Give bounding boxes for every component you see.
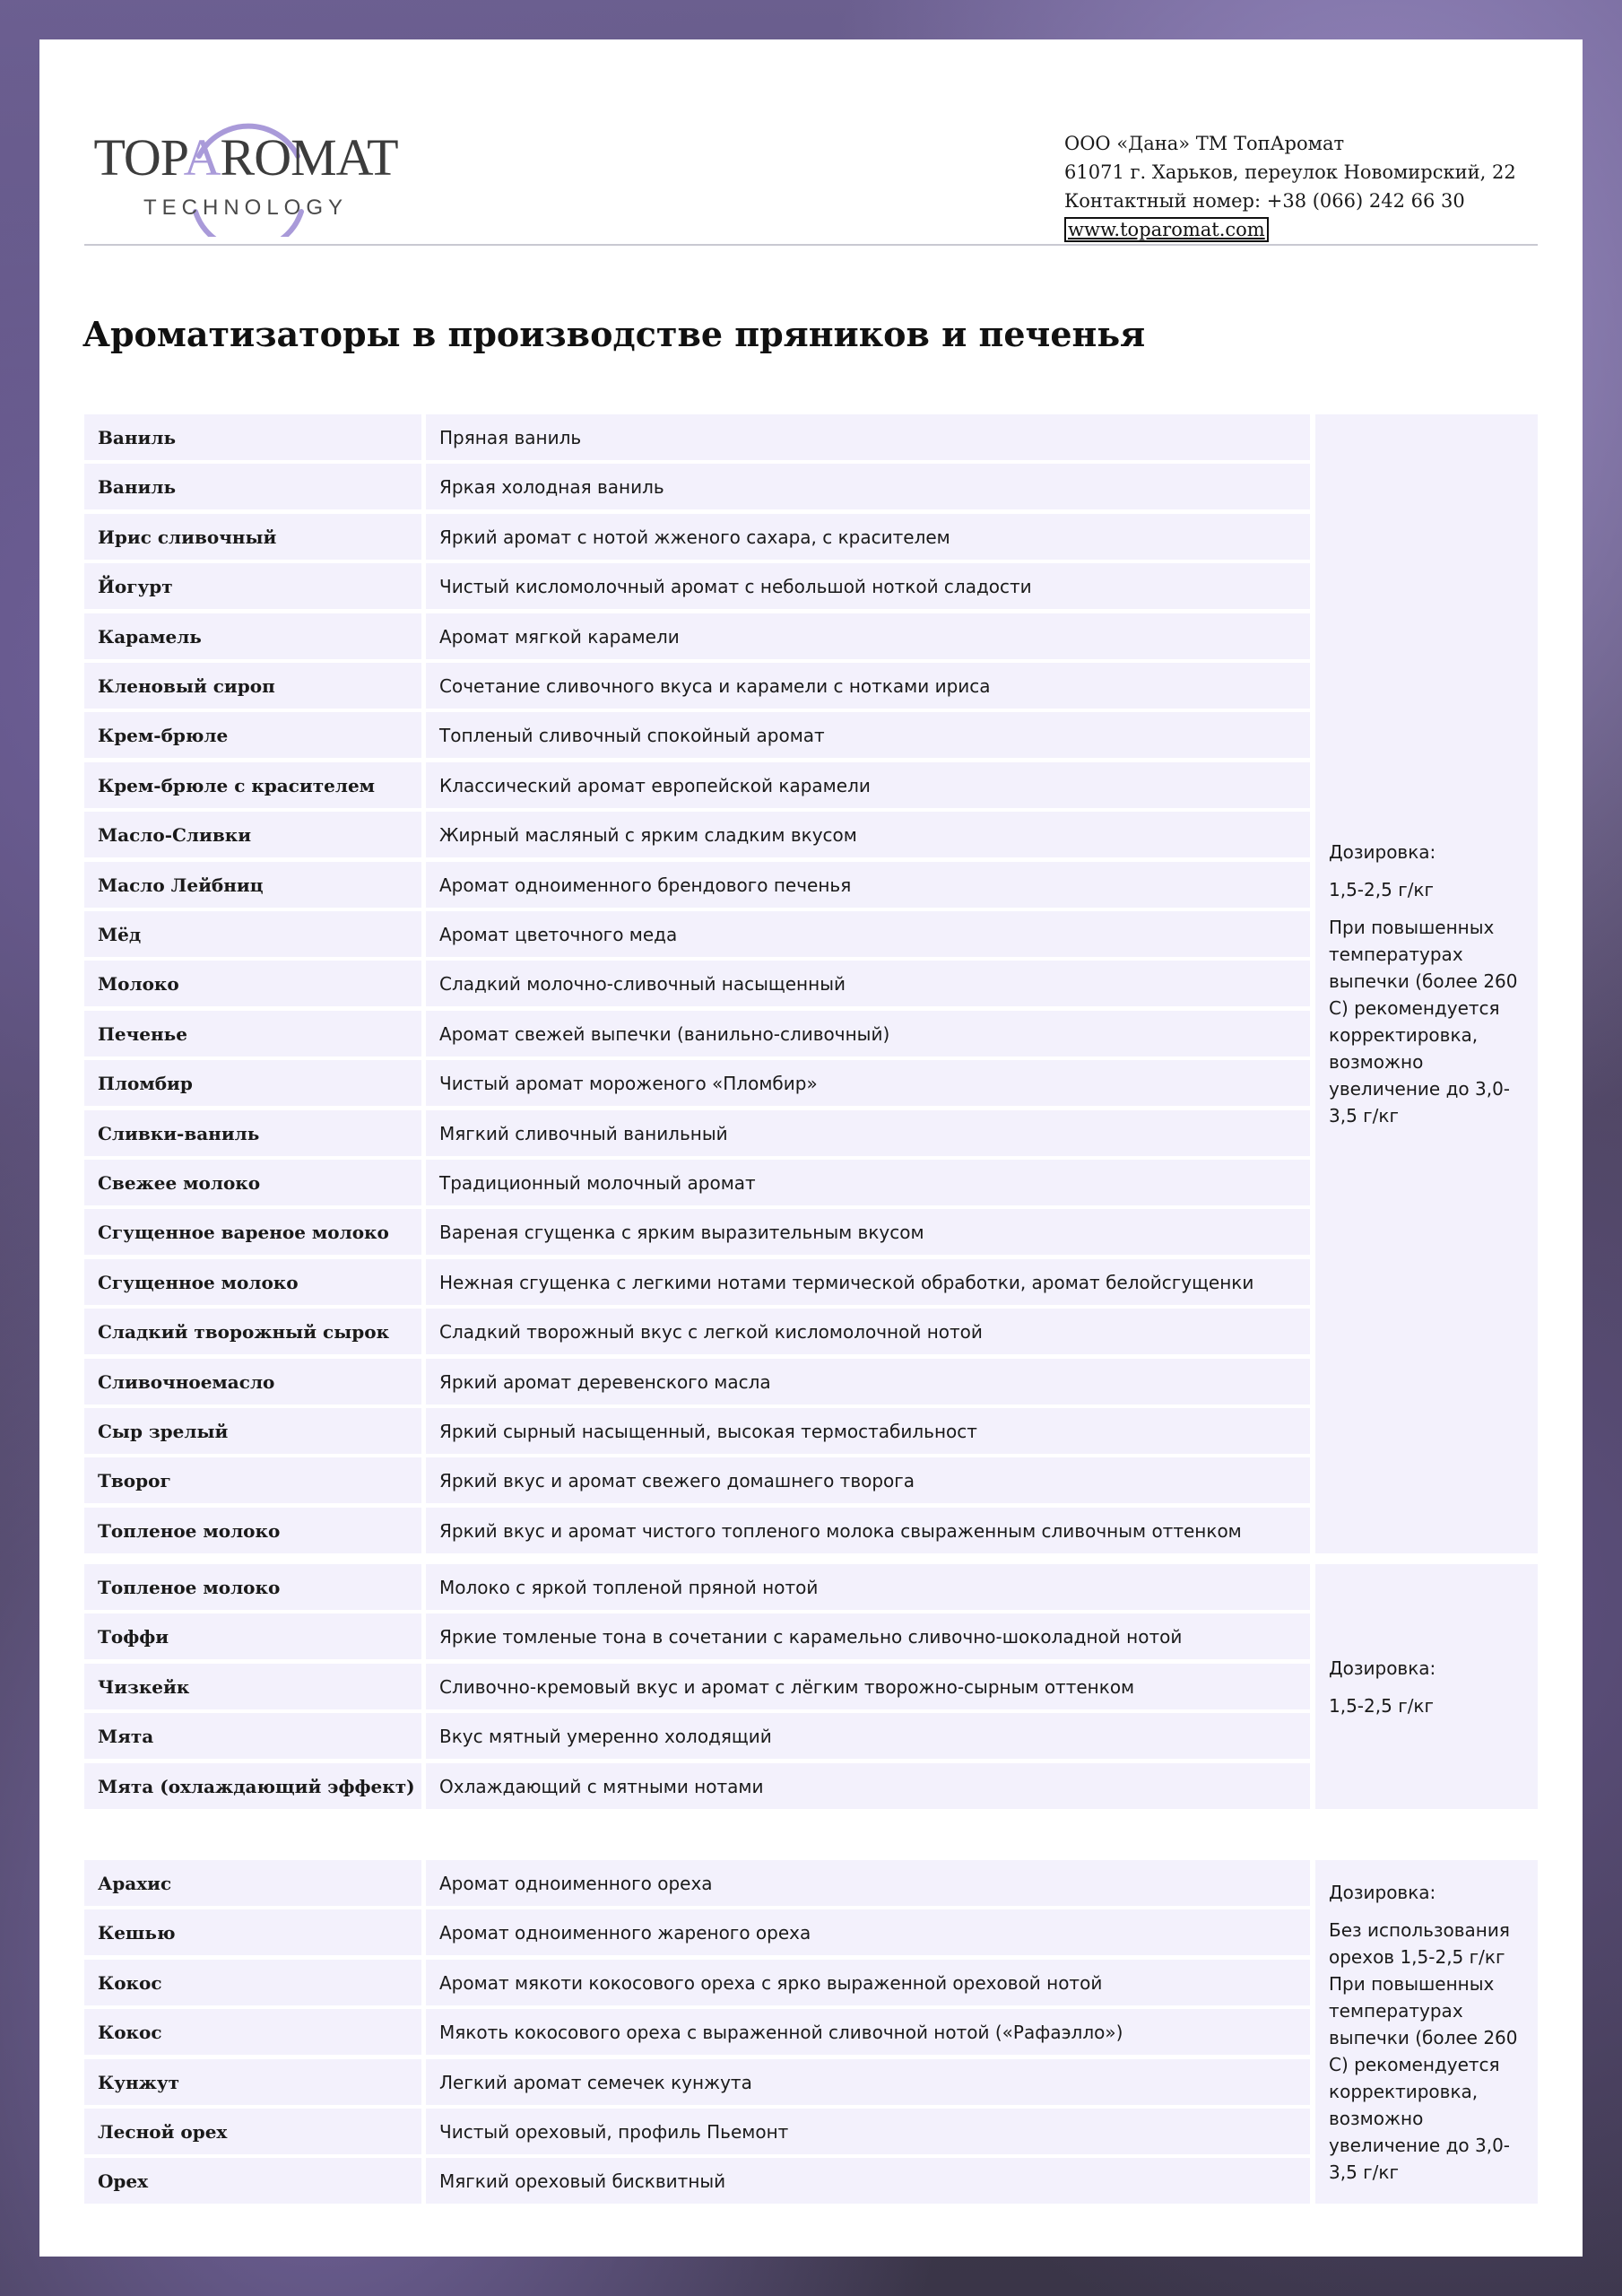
flavor-description: Аромат одноименного жареного ореха	[426, 1909, 1310, 1955]
flavor-name: Кунжут	[84, 2059, 421, 2105]
dosage-text: Дозировка:	[1329, 841, 1436, 863]
flavor-name: Творог	[84, 1457, 421, 1503]
page-title: Ароматизаторы в производстве пряников и печенья	[82, 314, 1146, 354]
flavor-description: Яркая холодная ваниль	[426, 464, 1310, 509]
flavor-description: Аромат цветочного меда	[426, 911, 1310, 957]
dosage-cell	[1315, 1564, 1538, 1809]
flavor-description: Сочетание сливочного вкуса и карамели с нотками ириса	[426, 663, 1310, 709]
logo-subtitle: TECHNOLOGY	[143, 196, 349, 220]
flavor-description: Сливочно-кремовый вкус и аромат с лёгким творожно-сырным оттенком	[426, 1664, 1310, 1709]
flavor-name: Кешью	[84, 1909, 421, 1955]
flavor-description: Вареная сгущенка с ярким выразительным вкусом	[426, 1209, 1310, 1255]
company-phone: Контактный номер: +38 (066) 242 66 30	[1064, 190, 1465, 212]
flavor-name: Сыр зрелый	[84, 1408, 421, 1454]
flavor-description: Яркий вкус и аромат чистого топленого молока свыраженным сливочным оттенком	[426, 1508, 1310, 1553]
flavor-name: Кокос	[84, 1960, 421, 2005]
dosage-text: При повышенных температурах выпечки (более 260 С) рекомендуется корректировка, возможно увеличение до 3,0-3,5 г/кг	[1329, 917, 1518, 1126]
flavor-description: Сладкий молочно-сливочный насыщенный	[426, 961, 1310, 1006]
flavor-description: Аромат мягкой карамели	[426, 613, 1310, 659]
flavor-name: Сгущенное молоко	[84, 1259, 421, 1305]
logo-wordmark: TOPAROMAT	[93, 128, 398, 187]
document-page	[39, 39, 1583, 2257]
flavor-description: Аромат мякоти кокосового ореха с ярко выраженной ореховой нотой	[426, 1960, 1310, 2005]
flavor-name: Пломбир	[84, 1060, 421, 1106]
flavor-description: Аромат одноименного брендового печенья	[426, 862, 1310, 908]
flavor-name: Арахис	[84, 1860, 421, 1906]
flavor-description: Чистый ореховый, профиль Пьемонт	[426, 2109, 1310, 2154]
flavor-name: Крем-брюле с красителем	[84, 762, 421, 808]
flavor-table-3	[84, 1860, 1538, 2204]
flavor-description: Яркий аромат деревенского масла	[426, 1359, 1310, 1405]
flavor-table-1	[84, 414, 1538, 1553]
flavor-name: Орех	[84, 2158, 421, 2204]
flavor-description: Пряная ваниль	[426, 414, 1310, 460]
flavor-description: Аромат свежей выпечки (ванильно-сливочный)	[426, 1011, 1310, 1057]
flavor-description: Чистый аромат мороженого «Пломбир»	[426, 1060, 1310, 1106]
flavor-description: Традиционный молочный аромат	[426, 1160, 1310, 1205]
flavor-description: Нежная сгущенка с легкими нотами термической обработки, аромат белойсгущенки	[426, 1259, 1310, 1305]
flavor-name: Лесной орех	[84, 2109, 421, 2154]
flavor-description: Жирный масляный с ярким сладким вкусом	[426, 812, 1310, 857]
flavor-name: Кокос	[84, 2009, 421, 2055]
flavor-name: Свежее молоко	[84, 1160, 421, 1205]
flavor-name: Крем-брюле	[84, 712, 421, 758]
dosage-text: 1,5-2,5 г/кг	[1329, 879, 1435, 900]
flavor-description: Яркий сырный насыщенный, высокая термостабильност	[426, 1408, 1310, 1454]
flavor-description: Легкий аромат семечек кунжута	[426, 2059, 1310, 2105]
flavor-name: Ваниль	[84, 414, 421, 460]
flavor-name: Тоффи	[84, 1613, 421, 1659]
dosage-cell	[1315, 414, 1538, 1553]
flavor-description: Мягкий сливочный ванильный	[426, 1110, 1310, 1156]
header-divider	[84, 244, 1538, 246]
flavor-table-2	[84, 1564, 1538, 1809]
flavor-name: Сгущенное вареное молоко	[84, 1209, 421, 1255]
website-link[interactable]: www.toparomat.com	[1064, 217, 1269, 242]
flavor-name: Топленое молоко	[84, 1564, 421, 1610]
header	[84, 84, 1538, 241]
dosage-text: 1,5-2,5 г/кг	[1329, 1694, 1435, 1717]
logo-accent-letter: A	[183, 128, 221, 187]
flavor-name: Ваниль	[84, 464, 421, 509]
flavor-name: Кленовый сироп	[84, 663, 421, 709]
dosage-text: Дозировка:	[1329, 1881, 1436, 1903]
flavor-name: Сливки-ваниль	[84, 1110, 421, 1156]
flavor-name: Сладкий творожный сырок	[84, 1309, 421, 1354]
flavor-name: Сливочноемасло	[84, 1359, 421, 1405]
flavor-name: Молоко	[84, 961, 421, 1006]
flavor-description: Вкус мятный умеренно холодящий	[426, 1713, 1310, 1759]
dosage-cell	[1315, 1860, 1538, 2204]
flavor-description: Чистый кисломолочный аромат с небольшой ноткой сладости	[426, 563, 1310, 609]
flavor-name: Печенье	[84, 1011, 421, 1057]
flavor-name: Масло-Сливки	[84, 812, 421, 857]
flavor-name: Масло Лейбниц	[84, 862, 421, 908]
company-name: ООО «Дана» ТМ ТопАромат	[1064, 133, 1345, 154]
flavor-description: Сладкий творожный вкус с легкой кисломолочной нотой	[426, 1309, 1310, 1354]
flavor-name: Ирис сливочный	[84, 514, 421, 560]
flavor-description: Мякоть кокосового ореха с выраженной сливочной нотой («Рафаэлло»)	[426, 2009, 1310, 2055]
logo	[84, 111, 407, 237]
flavor-description: Топленый сливочный спокойный аромат	[426, 712, 1310, 758]
flavor-name: Топленое молоко	[84, 1508, 421, 1553]
flavor-description: Классический аромат европейской карамели	[426, 762, 1310, 808]
flavor-description: Яркий вкус и аромат свежего домашнего творога	[426, 1457, 1310, 1503]
flavor-name: Мята (охлаждающий эффект)	[84, 1763, 421, 1809]
flavor-description: Молоко с яркой топленой пряной нотой	[426, 1564, 1310, 1610]
dosage-text: Без использования орехов 1,5-2,5 г/кг При повышенных температурах выпечки (более 260 С) рекомендуется корректировка, возможно увеличение до 3,0-3,5 г/кг	[1329, 1918, 1518, 2183]
company-address: 61071 г. Харьков, переулок Новомирский, 22	[1064, 161, 1516, 183]
flavor-name: Мята	[84, 1713, 421, 1759]
flavor-description: Охлаждающий с мятными нотами	[426, 1763, 1310, 1809]
flavor-name: Чизкейк	[84, 1664, 421, 1709]
flavor-description: Аромат одноименного ореха	[426, 1860, 1310, 1906]
contacts-block	[1064, 129, 1531, 244]
dosage-text: Дозировка:	[1329, 1657, 1436, 1679]
flavor-name: Мёд	[84, 911, 421, 957]
flavor-description: Яркие томленые тона в сочетании с карамельно сливочно-шоколадной нотой	[426, 1613, 1310, 1659]
flavor-description: Мягкий ореховый бисквитный	[426, 2158, 1310, 2204]
flavor-name: Йогурт	[84, 563, 421, 609]
flavor-description: Яркий аромат с нотой жженого сахара, с красителем	[426, 514, 1310, 560]
flavor-name: Карамель	[84, 613, 421, 659]
